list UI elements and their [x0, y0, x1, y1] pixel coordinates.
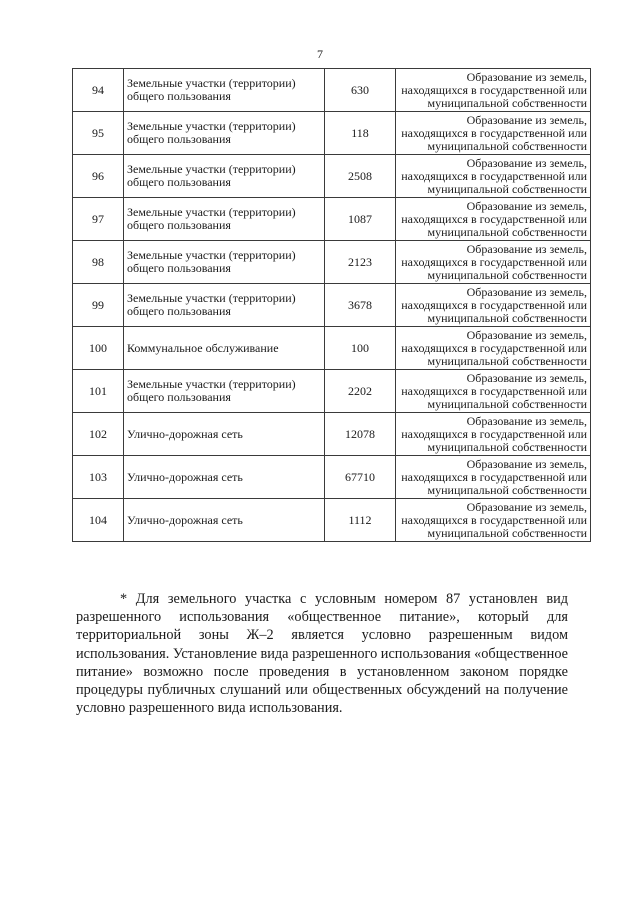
- area-cell: 118: [325, 112, 396, 155]
- area-cell: 1087: [325, 198, 396, 241]
- table-row: [73, 284, 591, 327]
- area-cell: 2508: [325, 155, 396, 198]
- row-number: 98: [73, 241, 124, 284]
- area-cell: 100: [325, 327, 396, 370]
- land-use-cell: Земельные участки (территории) общего пользования: [124, 69, 325, 112]
- land-use-cell: Земельные участки (территории) общего пользования: [124, 198, 325, 241]
- area-cell: 2123: [325, 241, 396, 284]
- table-body: [73, 69, 591, 542]
- formation-method-cell: Образование из земель, находящихся в государственной или муниципальной собственности: [396, 499, 591, 542]
- formation-method-cell: Образование из земель, находящихся в государственной или муниципальной собственности: [396, 241, 591, 284]
- row-number: 95: [73, 112, 124, 155]
- area-cell: 630: [325, 69, 396, 112]
- land-use-cell: Земельные участки (территории) общего пользования: [124, 112, 325, 155]
- formation-method-cell: Образование из земель, находящихся в государственной или муниципальной собственности: [396, 155, 591, 198]
- row-number: 101: [73, 370, 124, 413]
- land-use-cell: Земельные участки (территории) общего пользования: [124, 284, 325, 327]
- area-cell: 1112: [325, 499, 396, 542]
- land-use-cell: Улично-дорожная сеть: [124, 413, 325, 456]
- formation-method-cell: Образование из земель, находящихся в государственной или муниципальной собственности: [396, 413, 591, 456]
- area-cell: 2202: [325, 370, 396, 413]
- land-use-cell: Улично-дорожная сеть: [124, 499, 325, 542]
- land-plots-table: [72, 68, 591, 542]
- row-number: 96: [73, 155, 124, 198]
- area-cell: 67710: [325, 456, 396, 499]
- table-row: [73, 413, 591, 456]
- area-cell: 12078: [325, 413, 396, 456]
- table-row: [73, 155, 591, 198]
- row-number: 94: [73, 69, 124, 112]
- formation-method-cell: Образование из земель, находящихся в государственной или муниципальной собственности: [396, 456, 591, 499]
- row-number: 104: [73, 499, 124, 542]
- land-use-cell: Земельные участки (территории) общего пользования: [124, 370, 325, 413]
- formation-method-cell: Образование из земель, находящихся в государственной или муниципальной собственности: [396, 198, 591, 241]
- table-row: [73, 69, 591, 112]
- row-number: 103: [73, 456, 124, 499]
- table-row: [73, 112, 591, 155]
- table-row: [73, 499, 591, 542]
- row-number: 102: [73, 413, 124, 456]
- table-row: [73, 327, 591, 370]
- row-number: 97: [73, 198, 124, 241]
- row-number: 100: [73, 327, 124, 370]
- footnote: * Для земельного участка с условным номером 87 установлен вид разрешенного использования «общественное питание», который для территориальной зоны Ж–2 является условно разрешенным видом использования. Установление вида разрешенного использования «общественное питание» возможно после проведения в установленном законом порядке процедуры публичных слушаний или общественных обсуждений на получение условно разрешенного вида использования.: [76, 591, 568, 716]
- land-use-cell: Улично-дорожная сеть: [124, 456, 325, 499]
- row-number: 99: [73, 284, 124, 327]
- land-use-cell: Коммунальное обслуживание: [124, 327, 325, 370]
- land-use-cell: Земельные участки (территории) общего пользования: [124, 241, 325, 284]
- table-row: [73, 370, 591, 413]
- table-row: [73, 241, 591, 284]
- page-number: 7: [317, 47, 323, 61]
- formation-method-cell: Образование из земель, находящихся в государственной или муниципальной собственности: [396, 284, 591, 327]
- table-row: [73, 456, 591, 499]
- formation-method-cell: Образование из земель, находящихся в государственной или муниципальной собственности: [396, 112, 591, 155]
- formation-method-cell: Образование из земель, находящихся в государственной или муниципальной собственности: [396, 327, 591, 370]
- formation-method-cell: Образование из земель, находящихся в государственной или муниципальной собственности: [396, 69, 591, 112]
- table-row: [73, 198, 591, 241]
- land-use-cell: Земельные участки (территории) общего пользования: [124, 155, 325, 198]
- formation-method-cell: Образование из земель, находящихся в государственной или муниципальной собственности: [396, 370, 591, 413]
- area-cell: 3678: [325, 284, 396, 327]
